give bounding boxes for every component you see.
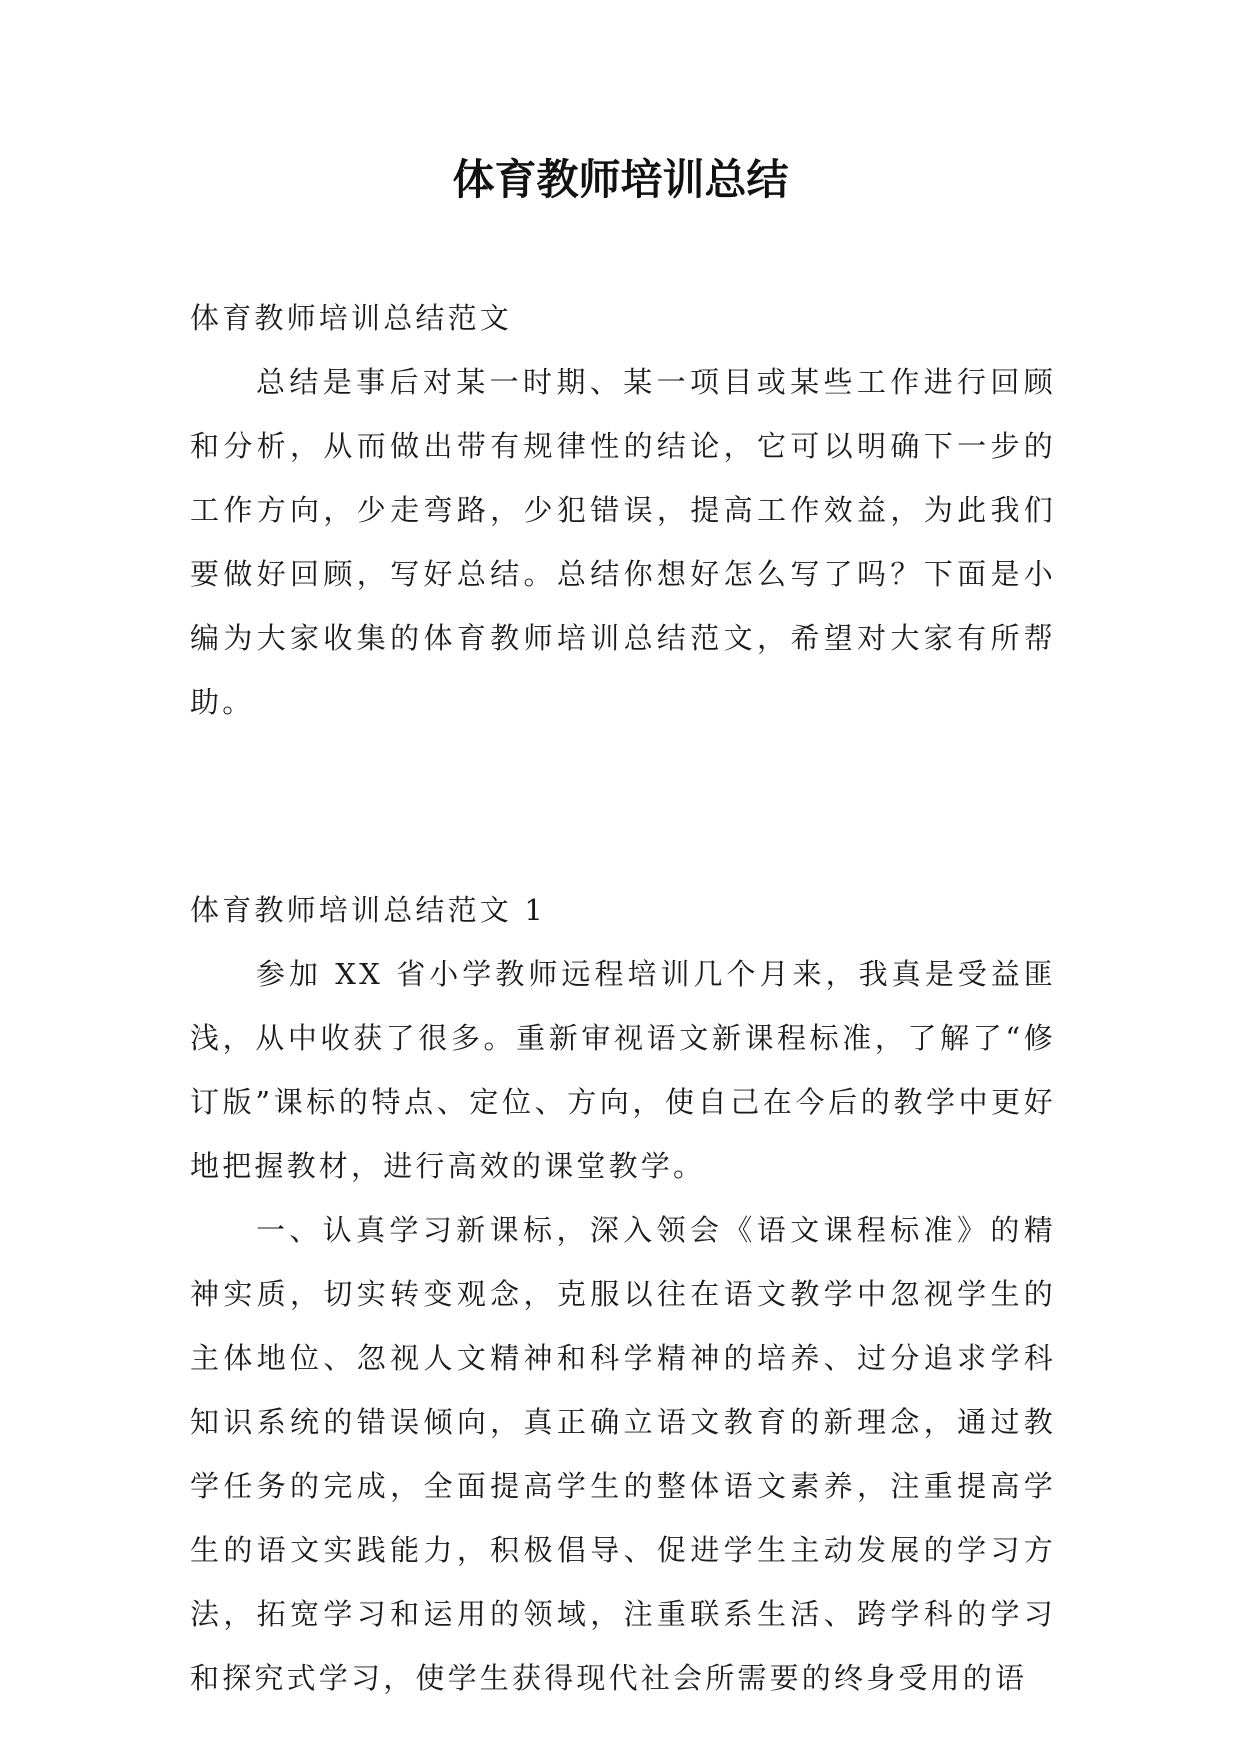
sample-heading-1: 体育教师培训总结范文 1 xyxy=(190,893,547,927)
intro-section xyxy=(190,286,1056,734)
sample-section-1 xyxy=(190,878,1056,1710)
intro-heading: 体育教师培训总结范文 xyxy=(190,301,513,335)
intro-paragraph: 总结是事后对某一时期、某一项目或某些工作进行回顾和分析，从而做出带有规律性的结论，它可以明确下一步的工作方向，少走弯路，少犯错误，提高工作效益，为此我们要做好回顾，写好总结。总结你想好怎么写了吗？下面是小编为大家收集的体育教师培训总结范文，希望对大家有所帮助。 xyxy=(190,365,1056,719)
document-title: 体育教师培训总结 xyxy=(452,155,789,204)
sample-paragraph-2: 一、认真学习新课标，深入领会《语文课程标准》的精神实质，切实转变观念，克服以往在语文教学中忽视学生的主体地位、忽视人文精神和科学精神的培养、过分追求学科知识系统的错误倾向，真正确立语文教育的新理念，通过教学任务的完成，全面提高学生的整体语文素养，注重提高学生的语文实践能力，积极倡导、促进学生主动发展的学习方法，拓宽学习和运用的领域，注重联系生活、跨学科的学习和探究式学习，使学生获得现代社会所需要的终身受用的语 xyxy=(190,1213,1056,1695)
sample-paragraph-1: 参加 XX 省小学教师远程培训几个月来，我真是受益匪浅，从中收获了很多。重新审视语文新课程标准，了解了“修订版”课标的特点、定位、方向，使自己在今后的教学中更好地把握教材，进行高效的课堂教学。 xyxy=(190,957,1056,1183)
